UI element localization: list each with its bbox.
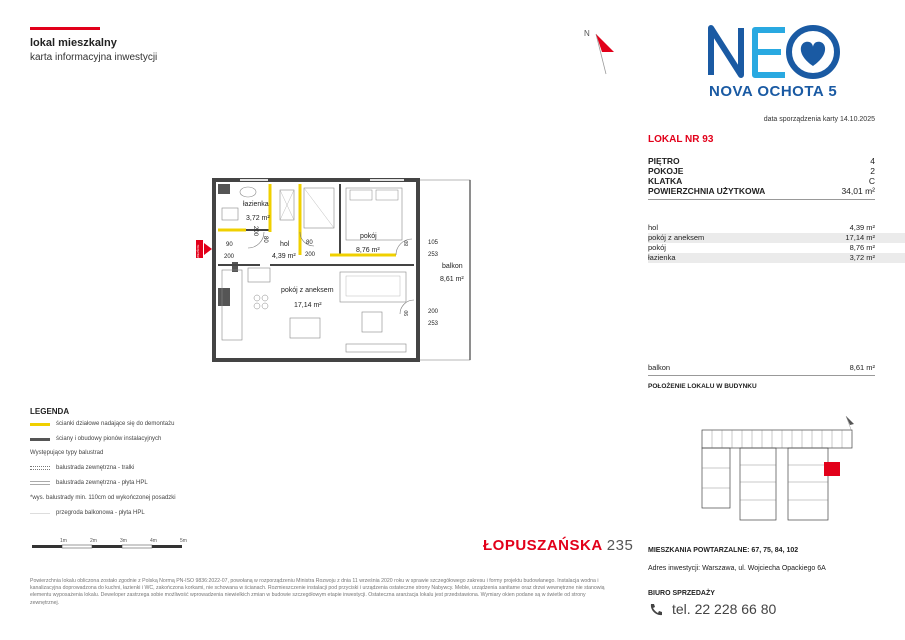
label-bath: łazienka xyxy=(243,201,269,208)
date-line: data sporządzenia karty 14.10.2025 xyxy=(763,116,875,123)
label-balcony: balkon xyxy=(442,263,463,270)
info-row-stairwell: KLATKA C xyxy=(648,176,875,186)
legend-swatch xyxy=(30,438,50,441)
label-hall: hol xyxy=(280,241,290,248)
room-row-bathroom: łazienka 3,72 m² xyxy=(648,253,905,263)
dim-balcony-window-a: 200 xyxy=(428,309,439,315)
header-accent-bar xyxy=(30,27,100,30)
logo-subtitle: NOVA OCHOTA 5 xyxy=(709,83,838,100)
dim-balcony-door-b: 253 xyxy=(428,252,439,258)
legal-disclaimer: Powierzchnia lokalu obliczona zostało zgodnie z Polską Normą PN-ISO 9836:2022-07, powołaną w rozporządzeniu Ministra Rozwoju z dnia 11 września 2020 roku w sprawie szczegółowego zakresu i formy projektu budowlanego. Instalacja wodna i kanalizacyjna doprowadzona do kuchni, łazienki i WC, zakończona korkami, nie schowana w ścianach. Rozmieszczenie instalacji pod przyciski i urządzenia ostateczne strony Nabywcy. Meble, urządzenia sanitarne oraz drzwi wewnętrzne nie stanowią elementu wyposażenia lokalu. Deweloper zastrzega sobie możliwość wprowadzenia niewielkich zmian w budowie szczegółowym etapie inwestycji. Ostateczna aranżacja lokalu jest przedstawiona. Wymiary okien podane są w świetle od strony zewnętrznej. xyxy=(30,578,605,606)
scale-label-2: 2m xyxy=(90,538,97,544)
dim-balcony-window-b: 253 xyxy=(428,321,439,327)
north-label: N xyxy=(584,29,590,38)
sales-phone[interactable]: tel. 22 228 66 80 xyxy=(672,601,777,617)
divider xyxy=(648,375,875,376)
document-title: lokal mieszkalny xyxy=(30,37,117,49)
room-row-hall: hol 4,39 m² xyxy=(648,223,875,232)
info-row-floor: PIĘTRO 4 xyxy=(648,156,875,166)
label-hall-area: 4,39 m² xyxy=(272,253,296,260)
dim-door-room-b: 200 xyxy=(305,252,316,258)
label-living: pokój z aneksem xyxy=(281,287,334,294)
investment-brand: ŁOPUSZAŃSKA 235 xyxy=(483,537,634,554)
room-row-living: pokój z aneksem 17,14 m² xyxy=(648,233,905,243)
address-line: Adres inwestycji: Warszawa, ul. Wojciecha Opackiego 6A xyxy=(648,565,826,572)
sales-office-title: BIURO SPRZEDAŻY xyxy=(648,590,715,597)
entry-label: WEJŚCIE xyxy=(196,244,200,258)
label-bath-area: 3,72 m² xyxy=(246,215,270,222)
dim-door-bath-b: 200 xyxy=(252,226,258,237)
dim-balcony-door-a: 105 xyxy=(428,240,439,246)
scale-label-1: 1m xyxy=(60,538,67,544)
legend-railing-balusters: balustrada zewnętrzna - tralki xyxy=(30,465,134,471)
document-subtitle: karta informacyjna inwestycji xyxy=(30,52,158,63)
building-key-plan xyxy=(700,410,860,525)
legend-partition: przegroda balkonowa - płyta HPL xyxy=(30,510,145,516)
label-living-area: 17,14 m² xyxy=(294,302,322,309)
unit-title: LOKAL NR 93 xyxy=(648,134,714,145)
legend-note: *wys. balustrady min. 110cm od wykończonej posadzki xyxy=(30,495,176,501)
repeat-units: MIESZKANIA POWTARZALNE: 67, 75, 84, 102 xyxy=(648,547,799,554)
scale-bar xyxy=(30,537,200,551)
legend-item-shafts: ściany i obudowy pionów instalacyjnych xyxy=(30,436,161,442)
dim-door-entry-a: 90 xyxy=(226,242,233,248)
dim-small-a: 80 xyxy=(404,240,410,246)
north-arrow-icon xyxy=(582,22,622,82)
dim-small-b: 90 xyxy=(404,310,410,316)
scale-label-3: 3m xyxy=(120,538,127,544)
scale-label-5: 5m xyxy=(180,538,187,544)
balcony-outline xyxy=(418,180,470,360)
dim-door-bath-a: 80 xyxy=(262,236,268,243)
label-room-area: 8,76 m² xyxy=(356,247,380,254)
legend-item-removable: ścianki działowe nadające się do demontażu xyxy=(30,421,174,427)
dim-door-entry-b: 200 xyxy=(224,254,235,260)
divider xyxy=(648,199,875,200)
phone-icon xyxy=(648,602,664,618)
dim-door-room-a: 80 xyxy=(306,240,313,246)
floor-plan xyxy=(175,170,505,375)
scale-label-4: 4m xyxy=(150,538,157,544)
legend-railing-hpl: balustrada zewnętrzna - płyta HPL xyxy=(30,480,148,486)
legend-swatch xyxy=(30,423,50,426)
position-title: POŁOŻENIE LOKALU W BUDYNKU xyxy=(648,383,757,390)
legend-railing-title: Występujące typy balustrad xyxy=(30,450,104,456)
label-balcony-area: 8,61 m² xyxy=(440,276,464,283)
label-room: pokój xyxy=(360,233,377,240)
info-row-rooms: POKOJE 2 xyxy=(648,166,875,176)
room-row-room: pokój 8,76 m² xyxy=(648,243,875,252)
legend-title: LEGENDA xyxy=(30,407,70,416)
info-row-area: POWIERZCHNIA UŻYTKOWA 34,01 m² xyxy=(648,186,875,196)
balcony-row: balkon 8,61 m² xyxy=(648,363,875,372)
